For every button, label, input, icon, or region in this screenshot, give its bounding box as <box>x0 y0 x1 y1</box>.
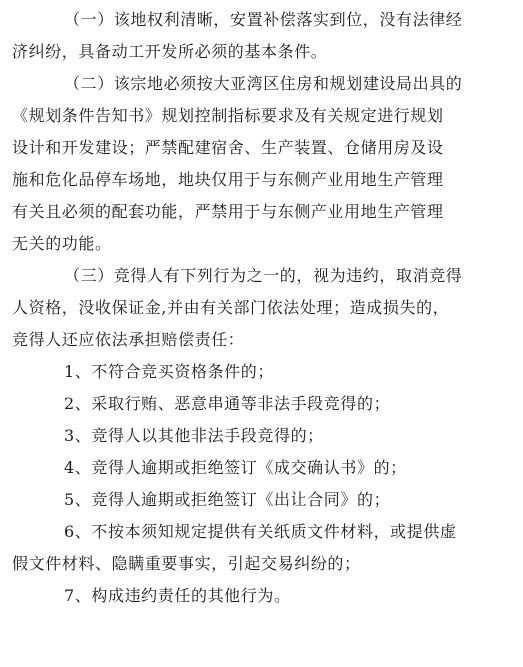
list-item-1: 1、不符合竞买资格条件的； <box>64 362 274 381</box>
clause-2 <box>12 68 509 260</box>
list-item-4: 4、竞得人逾期或拒绝签订《成交确认书》的； <box>64 458 407 477</box>
violation-list <box>12 356 509 612</box>
list-item-2: 2、采取行贿、恶意串通等非法手段竞得的； <box>64 394 391 413</box>
clause-2-line-5: 有关且必须的配套功能，严禁用于与东侧产业用地生产管理 <box>12 202 444 221</box>
list-item-7: 7、构成违约责任的其他行为。 <box>64 586 291 605</box>
clause-3 <box>12 260 509 356</box>
list-item-6-line-1: 6、不按本须知规定提供有关纸质文件材料，或提供虚 <box>64 522 457 541</box>
clause-2-line-4: 施和危化品停车场地，地块仅用于与东侧产业用地生产管理 <box>12 170 444 189</box>
clause-2-line-6: 无关的功能。 <box>12 234 112 253</box>
clause-1-line-2: 济纠纷，具备动工开发所必须的基本条件。 <box>12 42 328 61</box>
clause-3-line-1: （三）竞得人有下列行为之一的，视为违约，取消竞得 <box>64 266 463 285</box>
clause-2-line-3: 设计和开发建设；严禁配建宿舍、生产装置、仓储用房及设 <box>12 138 444 157</box>
clause-1-line-1: （一）该地权利清晰，安置补偿落实到位，没有法律经 <box>64 10 463 29</box>
clause-1 <box>12 4 509 68</box>
clause-3-line-3: 竞得人还应依法承担赔偿责任： <box>12 330 245 349</box>
list-item-6-line-2: 假文件材料、隐瞒重要事实，引起交易纠纷的； <box>12 554 361 573</box>
list-item-3: 3、竞得人以其他非法手段竞得的； <box>64 426 324 445</box>
clause-2-line-2: 《规划条件告知书》规划控制指标要求及有关规定进行规划 <box>12 106 444 125</box>
list-item-5: 5、竞得人逾期或拒绝签订《出让合同》的； <box>64 490 391 509</box>
clause-2-line-1: （二）该宗地必须按大亚湾区住房和规划建设局出具的 <box>64 74 463 93</box>
clause-3-line-2: 人资格，没收保证金,并由有关部门依法处理；造成损失的， <box>12 298 450 317</box>
